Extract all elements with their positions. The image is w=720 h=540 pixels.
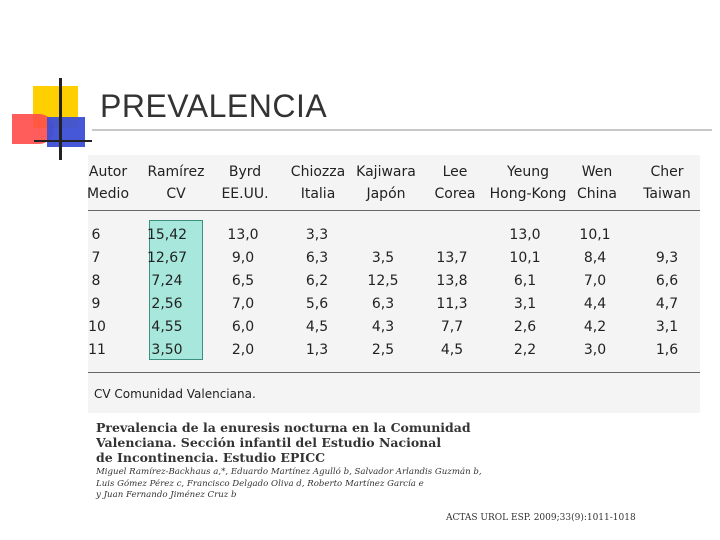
journal-citation: ACTAS UROL ESP. 2009;33(9):1011-1018 bbox=[446, 513, 636, 523]
table-cell: 3,1 bbox=[655, 319, 679, 335]
slide-title: PREVALENCIA bbox=[100, 88, 328, 124]
table-cell: 11 bbox=[88, 342, 106, 358]
table-cell: 3,50 bbox=[151, 342, 183, 358]
table-cell: 3,3 bbox=[305, 227, 329, 243]
table-cell: 2,0 bbox=[231, 342, 255, 358]
decor-blue-square bbox=[47, 117, 85, 147]
table-cell: 11,3 bbox=[436, 296, 468, 312]
table-cell: 15,42 bbox=[146, 227, 188, 243]
table-cell: 13,0 bbox=[227, 227, 259, 243]
table-cell: 4,4 bbox=[583, 296, 607, 312]
table-cell: 8,4 bbox=[583, 250, 607, 266]
table-cell: 9,3 bbox=[655, 250, 679, 266]
table-cell: 8 bbox=[91, 273, 101, 289]
bottom-rule bbox=[88, 372, 700, 373]
col-header-yeung: Yeung Hong-Kong bbox=[489, 164, 567, 202]
table-cell: 13,7 bbox=[436, 250, 468, 266]
col-header-ramirez: Ramírez CV bbox=[147, 164, 205, 202]
table-cell: 3,1 bbox=[513, 296, 537, 312]
table-cell: 7 bbox=[91, 250, 101, 266]
table-cell: 2,5 bbox=[371, 342, 395, 358]
table-cell: 6,3 bbox=[305, 250, 329, 266]
table-cell: 9,0 bbox=[231, 250, 255, 266]
table-cell: 10 bbox=[88, 319, 106, 335]
table-cell: 9 bbox=[91, 296, 101, 312]
table-cell: 10,1 bbox=[509, 250, 541, 266]
table-cell: 4,3 bbox=[371, 319, 395, 335]
header-rule bbox=[88, 210, 700, 211]
col-header-cher: Cher Taiwan bbox=[643, 164, 691, 202]
col-header-lee: Lee Corea bbox=[434, 164, 476, 202]
prevalence-table bbox=[88, 155, 700, 413]
table-cell: 6 bbox=[91, 227, 101, 243]
table-cell: 6,6 bbox=[655, 273, 679, 289]
table-cell: 5,6 bbox=[305, 296, 329, 312]
table-cell: 1,3 bbox=[305, 342, 329, 358]
table-cell: 6,2 bbox=[305, 273, 329, 289]
decor-horizontal-line bbox=[34, 140, 92, 142]
table-cell: 13,8 bbox=[436, 273, 468, 289]
table-cell: 10,1 bbox=[579, 227, 611, 243]
table-cell: 7,24 bbox=[151, 273, 183, 289]
table-cell: 2,6 bbox=[513, 319, 537, 335]
table-cell: 2,2 bbox=[513, 342, 537, 358]
decor-vertical-line bbox=[59, 78, 62, 160]
table-cell: 4,7 bbox=[655, 296, 679, 312]
col-header-byrd: Byrd EE.UU. bbox=[221, 164, 269, 202]
table-cell: 1,6 bbox=[655, 342, 679, 358]
col-header-chiozza: Chiozza Italia bbox=[290, 164, 346, 202]
table-cell: 12,5 bbox=[367, 273, 399, 289]
table-cell: 2,56 bbox=[151, 296, 183, 312]
article-authors: Miguel Ramírez-Backhaus a,*, Eduardo Martínez Agulló b, Salvador Arlandis Guzmán b, Luis Gómez Pérez c, Francisco Delgado Oliva d, Roberto Martínez García e y Juan Fernando Jiménez Cruz b bbox=[96, 467, 482, 500]
table-cell: 13,0 bbox=[509, 227, 541, 243]
table-cell: 7,7 bbox=[440, 319, 464, 335]
table-cell: 6,1 bbox=[513, 273, 537, 289]
table-cell: 4,2 bbox=[583, 319, 607, 335]
table-cell: 7,0 bbox=[583, 273, 607, 289]
table-cell: 4,5 bbox=[305, 319, 329, 335]
table-cell: 6,5 bbox=[231, 273, 255, 289]
col-header-autor: Autor Medio bbox=[86, 164, 130, 202]
article-title: Prevalencia de la enuresis nocturna en la Comunidad Valenciana. Sección infantil del Estudio Nacional de Incontinencia. Estudio EPICC bbox=[96, 420, 471, 465]
table-cell: 12,67 bbox=[146, 250, 188, 266]
table-cell: 6,0 bbox=[231, 319, 255, 335]
col-header-kajiwara: Kajiwara Japón bbox=[356, 164, 416, 202]
table-cell: 4,55 bbox=[151, 319, 183, 335]
table-cell: 7,0 bbox=[231, 296, 255, 312]
col-header-wen: Wen China bbox=[577, 164, 617, 202]
title-underline bbox=[92, 129, 712, 131]
table-cell: 6,3 bbox=[371, 296, 395, 312]
table-cell: 3,0 bbox=[583, 342, 607, 358]
table-cell: 4,5 bbox=[440, 342, 464, 358]
table-footnote: CV Comunidad Valenciana. bbox=[94, 387, 256, 401]
table-cell: 3,5 bbox=[371, 250, 395, 266]
